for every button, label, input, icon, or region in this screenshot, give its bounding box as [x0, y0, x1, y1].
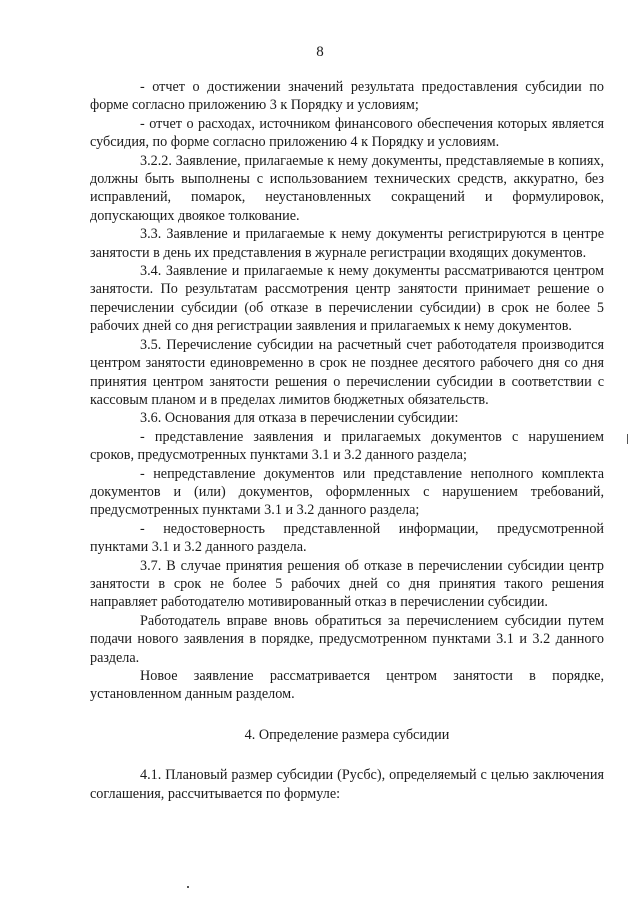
scan-mark — [187, 886, 189, 888]
section-heading: 4. Определение размера субсидии — [244, 726, 450, 743]
scan-mark — [627, 434, 628, 444]
paragraph: 3.5. Перечисление субсидии на расчетный счет работодателя производится центром занятости единовременно в срок не позднее десятого рабочего дня со дня принятия центром занятости решения о перечислении субсидии в соответствии с кассовым планом и в пределах лимитов бюджетных обязательств. — [90, 336, 604, 408]
paragraph: - отчет о достижении значений результата предоставления субсидии по форме согласно приложению 3 к Порядку и условиям; — [90, 79, 604, 114]
paragraph: Работодатель вправе вновь обратиться за перечислением субсидии путем подачи нового заявления в порядке, предусмотренном пунктами 3.1 и 3.2 данного раздела. — [90, 612, 604, 666]
paragraph: 3.6. Основания для отказа в перечислении субсидии: — [140, 410, 459, 427]
paragraph: 3.2.2. Заявление, прилагаемые к нему документы, представляемые в копиях, должны быть выполнены с использованием технических средств, аккуратно, без исправлений, помарок, неустановленных сокращений и формулировок, допускающих двоякое толкование. — [90, 152, 604, 224]
paragraph: - непредставление документов или представление неполного комплекта документов и (или) документов, оформленных с нарушением требований, предусмотренных пунктами 3.1 и 3.2 данного раздела; — [90, 465, 604, 519]
document-body — [90, 78, 604, 803]
paragraph: 3.7. В случае принятия решения об отказе в перечислении субсидии центр занятости в срок не более 5 рабочих дней со дня принятия такого решения направляет работодателю мотивированный отказ в перечислении субсидии. — [90, 557, 604, 611]
paragraph: 3.4. Заявление и прилагаемые к нему документы рассматриваются центром занятости. По результатам рассмотрения центр занятости принимает решение о перечислении субсидии (об отказе в перечислении субсидии) в срок не более 5 рабочих дней со дня регистрации заявления и прилагаемых к нему документов. — [90, 263, 604, 335]
paragraph: Новое заявление рассматривается центром занятости в порядке, установленном данным разделом. — [90, 668, 604, 703]
paragraph: - отчет о расходах, источником финансового обеспечения которых является субсидия, по форме согласно приложению 4 к Порядку и условиям. — [90, 115, 604, 151]
paragraph: - представление заявления и прилагаемых документов с нарушением сроков, предусмотренных пунктами 3.1 и 3.2 данного раздела; — [90, 428, 604, 464]
paragraph: - недостоверность представленной информации, предусмотренной пунктами 3.1 и 3.2 данного раздела. — [90, 520, 604, 556]
paragraph: 4.1. Плановый размер субсидии (Русбс), определяемый с целью заключения соглашения, рассчитывается по формуле: — [90, 767, 604, 802]
page-number: 8 — [316, 44, 324, 60]
paragraph: 3.3. Заявление и прилагаемые к нему документы регистрируются в центре занятости в день их представления в журнале регистрации входящих документов. — [90, 226, 604, 261]
